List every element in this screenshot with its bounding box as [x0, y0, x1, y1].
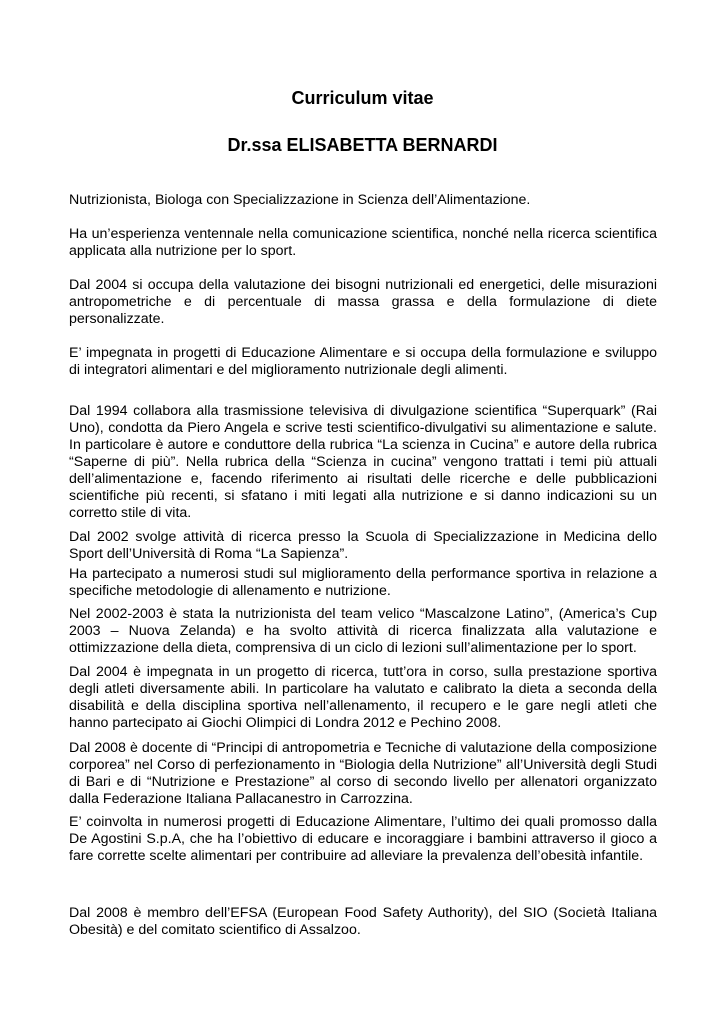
paragraph-sapienza-research: Dal 2002 svolge attività di ricerca presso la Scuola di Specializzazione in Medicina dello Sport dell’Università di Roma “La Sapienza”. — [69, 529, 657, 562]
document-title: Curriculum vitae — [291, 88, 434, 108]
paragraph-nutrition-assessment: Dal 2004 si occupa della valutazione dei bisogni nutrizionali ed energetici, delle misurazioni antropometriche e di percentuale di massa grassa e della formulazione di diete personalizzate. — [69, 277, 657, 327]
paragraph-superquark: Dal 1994 collabora alla trasmissione televisiva di divulgazione scientifica “Superquark” (Rai Uno), condotta da Piero Angela e scrive testi scientifico-divulgativi su alimentazione e salute. In particolare è autore e conduttore della rubrica “La scienza in Cucina” e autore della rubrica “Saperne di più”. Nella rubrica della “Scienza in cucina” vengono trattati i temi più attuali dell’alimentazione e, facendo riferimento ai risultati delle ricerche e delle pubblicazioni scientifiche più recenti, si sfatano i miti legati alla nutrizione e si danno indicazioni su un corretto stile di vita. — [69, 403, 657, 521]
paragraph-qualification: Nutrizionista, Biologa con Specializzazione in Scienza dell’Alimentazione. — [69, 192, 531, 208]
paragraph-memberships: Dal 2008 è membro dell’EFSA (European Food Safety Authority), del SIO (Società Italiana Obesità) e del comitato scientifico di Assalzoo. — [69, 905, 657, 938]
document-subtitle: Dr.ssa ELISABETTA BERNARDI — [227, 135, 498, 155]
paragraph-food-education: E’ impegnata in progetti di Educazione Alimentare e si occupa della formulazione e sviluppo di integratori alimentari e del miglioramento nutrizionale degli alimenti. — [69, 345, 657, 378]
paragraph-disabled-athletes: Dal 2004 è impegnata in un progetto di ricerca, tutt’ora in corso, sulla prestazione sportiva degli atleti diversamente abili. In particolare ha valutato e calibrato la dieta a seconda della disabilità e della disciplina sportiva nell’allenamento, il recupero e le gare negli atleti che hanno partecipato ai Giochi Olimpici di Londra 2012 e Pechino 2008. — [69, 664, 657, 731]
paragraph-de-agostini: E’ coinvolta in numerosi progetti di Educazione Alimentare, l’ultimo dei quali promosso dalla De Agostini S.p.A, che ha l’obiettivo di educare e incoraggiare i bambini attraverso il gioco a fare corrette scelte alimentari per contribuire ad alleviare la prevalenza dell’obesità infantile. — [69, 814, 657, 864]
paragraph-mascalzone-latino: Nel 2002-2003 è stata la nutrizionista del team velico “Mascalzone Latino”, (America’s Cup 2003 – Nuova Zelanda) e ha svolto attività di ricerca finalizzata alla valutazione e ottimizzazione della dieta, comprensiva di un ciclo di lezioni sull’alimentazione per lo sport. — [69, 606, 657, 656]
paragraph-experience: Ha un’esperienza ventennale nella comunicazione scientifica, nonché nella ricerca scientifica applicata alla nutrizione per lo sport. — [69, 226, 657, 259]
paragraph-teaching: Dal 2008 è docente di “Principi di antropometria e Tecniche di valutazione della composizione corporea” nel Corso di perfezionamento in “Biologia della Nutrizione” all’Università degli Studi di Bari e di “Nutrizione e Prestazione” al corso di secondo livello per allenatori organizzato dalla Federazione Italiana Pallacanestro in Carrozzina. — [69, 740, 657, 807]
paragraph-sport-performance: Ha partecipato a numerosi studi sul miglioramento della performance sportiva in relazione a specifiche metodologie di allenamento e nutrizione. — [69, 566, 657, 599]
